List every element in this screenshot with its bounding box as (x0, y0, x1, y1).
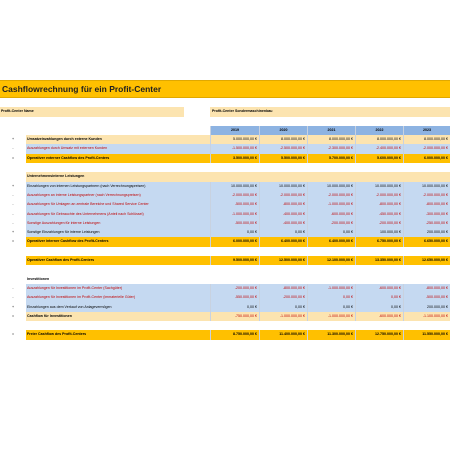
subtotal-row[interactable]: = Cashflow für Investitionen -750.000,00 € -1.000.000,00 € -1.000.000,00 € -600.000,00 € -1.100.000,00 € (0, 312, 450, 321)
cell[interactable]: -1.000.000,00 € (259, 312, 307, 321)
cell[interactable]: 5.500.000,00 € (259, 154, 307, 163)
cell[interactable]: 6.650.000,00 € (403, 237, 450, 246)
cell[interactable]: 6.000.000,00 € (403, 154, 450, 163)
cell[interactable]: -200.000,00 € (307, 219, 355, 228)
row-label: Auszahlungen für Gebrauchte des Unternehmens (Anteil nach Schlüssel) (26, 210, 210, 219)
cell[interactable]: 6.750.000,00 € (355, 237, 403, 246)
cell[interactable]: -2.300.000,00 € (307, 144, 355, 153)
cell[interactable]: -1.000.000,00 € (307, 200, 355, 209)
section-title: Investitionen (27, 276, 50, 281)
cell[interactable]: 5.600.000,00 € (355, 154, 403, 163)
cell[interactable]: -450.000,00 € (355, 210, 403, 219)
cell[interactable]: -500.000,00 € (403, 293, 450, 302)
cell[interactable]: -600.000,00 € (355, 312, 403, 321)
cell[interactable]: -1.500.000,00 € (210, 144, 259, 153)
table-row[interactable]: - Auszahlungen für Umlagen an zentrale Bereiche und Shared Service Center -500.000,00 € -800.000,00 € -1.000.000,00 € -800.000,00 € -800.000,00 € (0, 200, 450, 209)
total-row[interactable] (0, 256, 450, 265)
cell[interactable]: 6.400.000,00 € (307, 237, 355, 246)
row-label: Einzahlungen aus dem Verkauf von Anlagevermögen (26, 303, 210, 312)
cell[interactable]: -1.000.000,00 € (307, 284, 355, 293)
cell[interactable]: 10.000.000,00 € (355, 182, 403, 191)
cell[interactable]: -800.000,00 € (259, 284, 307, 293)
cell[interactable]: 10.000.000,00 € (307, 182, 355, 191)
table-row[interactable]: - Sonstige Auszahlungen für interne Leistungen -500.000,00 € -400.000,00 € -200.000,00 € -200.000,00 € -250.000,00 € (0, 219, 450, 228)
year-header: 2022 (355, 126, 403, 135)
cell[interactable]: 10.000.000,00 € (210, 182, 259, 191)
cell[interactable]: 200.000,00 € (403, 303, 450, 312)
cell[interactable]: 9.500.000,00 € (210, 256, 259, 265)
row-label: Sonstige Auszahlungen für interne Leistungen (26, 219, 210, 228)
cell[interactable]: 10.000.000,00 € (259, 182, 307, 191)
cell[interactable]: -2.000.000,00 € (210, 191, 259, 200)
cell[interactable]: 6.400.000,00 € (259, 237, 307, 246)
cell[interactable]: 12.650.000,00 € (403, 256, 450, 265)
year-header: 2020 (259, 126, 307, 135)
cell[interactable]: -2.000.000,00 € (307, 191, 355, 200)
year-header: 2019 (210, 126, 259, 135)
row-label: Freier Cashflow des Profit-Centers (26, 330, 210, 339)
cell[interactable]: 5.000.000,00 € (210, 135, 259, 144)
table-row[interactable]: - Auszahlungen an interne Leistungspartner (nach Verrechnungspreisen) -2.000.000,00 € -2.000.000,00 € -2.000.000,00 € -2.000.000,00 € -2.000.000,00 € (0, 191, 450, 200)
cell[interactable]: 6.000.000,00 € (210, 237, 259, 246)
cell[interactable]: -200.000,00 € (259, 293, 307, 302)
cell[interactable]: 0,00 € (307, 228, 355, 237)
row-label: Auszahlungen durch Umsatz mit externen Kunden (26, 144, 210, 153)
row-label: Auszahlungen für Investitionen im Profit-Center (Sachgüter) (26, 284, 210, 293)
cell[interactable]: -600.000,00 € (355, 284, 403, 293)
cell[interactable]: 100.000,00 € (355, 228, 403, 237)
section-title: Unternehmensinterne Leistungen (26, 172, 210, 181)
row-label: Sonstige Einzahlungen für interne Leistungen (26, 228, 210, 237)
sheet-title: Cashflowrechnung für ein Profit-Center (2, 84, 162, 94)
cell[interactable]: -800.000,00 € (403, 284, 450, 293)
cell[interactable]: 0,00 € (307, 303, 355, 312)
row-label: Auszahlungen für Umlagen an zentrale Bereiche und Shared Service Center (26, 200, 210, 209)
cell[interactable]: -500.000,00 € (210, 219, 259, 228)
year-header: 2021 (307, 126, 355, 135)
table-row[interactable]: - Auszahlungen für Investitionen im Profit-Center (Sachgüter) -200.000,00 € -800.000,00 € -1.000.000,00 € -600.000,00 € -800.000,00 € (0, 284, 450, 293)
row-label: Operativer externer Cashflow des Profit-Centers (26, 154, 210, 163)
table-row[interactable]: - Auszahlungen für Investitionen im Profit-Center (immaterielle Güter) -550.000,00 € -200.000,00 € 0,00 € 0,00 € -500.000,00 € (0, 293, 450, 302)
cell[interactable]: -1.000.000,00 € (307, 312, 355, 321)
year-header: 2023 (403, 126, 450, 135)
cell[interactable]: 13.350.000,00 € (355, 256, 403, 265)
cell[interactable]: -2.000.000,00 € (403, 191, 450, 200)
cell[interactable]: 0,00 € (210, 228, 259, 237)
cell[interactable]: 11.550.000,00 € (403, 330, 450, 339)
cell[interactable]: -1.000.000,00 € (210, 210, 259, 219)
cell[interactable]: 12.100.000,00 € (307, 256, 355, 265)
cell[interactable]: 0,00 € (355, 293, 403, 302)
subtotal-row[interactable]: = Operativer interner Cashflow des Profit-Centers 6.000.000,00 € 6.400.000,00 € 6.400.000,00 € 6.750.000,00 € 6.650.000,00 € (0, 237, 450, 246)
table-row[interactable]: + Einzahlungen aus dem Verkauf von Anlagevermögen 0,00 € 0,00 € 0,00 € 0,00 € 200.000,00 € (0, 303, 450, 312)
row-label: Cashflow für Investitionen (26, 312, 210, 321)
cell[interactable]: 200.000,00 € (403, 228, 450, 237)
cell[interactable]: -200.000,00 € (355, 219, 403, 228)
cell[interactable]: -500.000,00 € (210, 200, 259, 209)
cell[interactable]: 8.000.000,00 € (307, 135, 355, 144)
cell[interactable]: -800.000,00 € (355, 200, 403, 209)
cell[interactable]: -400.000,00 € (259, 219, 307, 228)
profit-center-name-label: Profit-Center Name (0, 107, 184, 116)
cell[interactable]: -2.000.000,00 € (259, 191, 307, 200)
cell[interactable]: 5.700.000,00 € (307, 154, 355, 163)
cell[interactable]: 0,00 € (210, 303, 259, 312)
section-header-row (0, 172, 450, 181)
table-row[interactable]: + Umsatzeinzahlungen durch externe Kunden 5.000.000,00 € 8.000.000,00 € 8.000.000,00 € 8.000.000,00 € 8.000.000,00 € (0, 135, 450, 144)
cell[interactable]: -600.000,00 € (307, 210, 355, 219)
cell[interactable]: 12.500.000,00 € (259, 256, 307, 265)
row-label: Auszahlungen an interne Leistungspartner (nach Verrechnungspreisen) (26, 191, 210, 200)
table-row[interactable]: - Auszahlungen für Gebrauchte des Unternehmens (Anteil nach Schlüssel) -1.000.000,00 € -400.000,00 € -600.000,00 € -450.000,00 € -300.000,00 € (0, 210, 450, 219)
cell[interactable]: 10.000.000,00 € (403, 182, 450, 191)
subtotal-row[interactable]: = Operativer externer Cashflow des Profit-Centers 3.500.000,00 € 5.500.000,00 € 5.700.000,00 € 5.600.000,00 € 6.000.000,00 € (0, 154, 450, 163)
cell[interactable]: -2.000.000,00 € (403, 144, 450, 153)
cell[interactable]: 12.750.000,00 € (355, 330, 403, 339)
spreadsheet (0, 80, 450, 340)
cell[interactable]: -800.000,00 € (403, 200, 450, 209)
cell[interactable]: 0,00 € (355, 303, 403, 312)
cell[interactable]: 8.750.000,00 € (210, 330, 259, 339)
cell[interactable]: -2.400.000,00 € (355, 144, 403, 153)
row-label: Umsatzeinzahlungen durch externe Kunden (26, 135, 210, 144)
cell[interactable]: 0,00 € (259, 303, 307, 312)
cell[interactable]: -400.000,00 € (259, 210, 307, 219)
cell[interactable]: 11.300.000,00 € (307, 330, 355, 339)
year-header-row (0, 126, 450, 135)
table-row[interactable]: - Auszahlungen durch Umsatz mit externen Kunden -1.500.000,00 € -2.500.000,00 € -2.300.000,00 € -2.400.000,00 € -2.000.000,00 € (0, 144, 450, 153)
table-row[interactable]: + Sonstige Einzahlungen für interne Leistungen 0,00 € 0,00 € 0,00 € 100.000,00 € 200.000,00 € (0, 228, 450, 237)
cell[interactable]: -2.500.000,00 € (259, 144, 307, 153)
cell[interactable]: 8.000.000,00 € (403, 135, 450, 144)
cell[interactable]: -200.000,00 € (210, 284, 259, 293)
cell[interactable]: -300.000,00 € (403, 210, 450, 219)
cell[interactable]: 8.000.000,00 € (355, 135, 403, 144)
profit-center-name-value[interactable]: Profit-Center Sondermaschinenbau (210, 107, 450, 116)
section-header-row (0, 275, 450, 284)
cell[interactable]: 8.000.000,00 € (259, 135, 307, 144)
cell[interactable]: 0,00 € (259, 228, 307, 237)
profit-center-name-row[interactable] (0, 107, 450, 116)
cell[interactable]: -800.000,00 € (259, 200, 307, 209)
cell[interactable]: -250.000,00 € (403, 219, 450, 228)
cell[interactable]: -2.000.000,00 € (355, 191, 403, 200)
cell[interactable]: 0,00 € (307, 293, 355, 302)
cell[interactable]: 3.500.000,00 € (210, 154, 259, 163)
sheet-title-bar (0, 80, 450, 98)
row-label: Operativer Cashflow des Profit-Centers (26, 256, 210, 265)
cell[interactable]: -550.000,00 € (210, 293, 259, 302)
row-label: Operativer interner Cashflow des Profit-Centers (26, 237, 210, 246)
total-row[interactable]: = Freier Cashflow des Profit-Centers 8.750.000,00 € 11.400.000,00 € 11.300.000,00 € 12.750.000,00 € 11.550.000,00 € (0, 330, 450, 339)
cell[interactable]: -1.100.000,00 € (403, 312, 450, 321)
cell[interactable]: -750.000,00 € (210, 312, 259, 321)
table-row[interactable]: + Einzahlungen von internen Leistungspartnern (nach Verrechnungspreisen) 10.000.000,00 € 10.000.000,00 € 10.000.000,00 € 10.000.000,00 € 10.000.000,00 € (0, 182, 450, 191)
row-label: Auszahlungen für Investitionen im Profit-Center (immaterielle Güter) (26, 293, 210, 302)
cell[interactable]: 11.400.000,00 € (259, 330, 307, 339)
row-label: Einzahlungen von internen Leistungspartnern (nach Verrechnungspreisen) (26, 182, 210, 191)
